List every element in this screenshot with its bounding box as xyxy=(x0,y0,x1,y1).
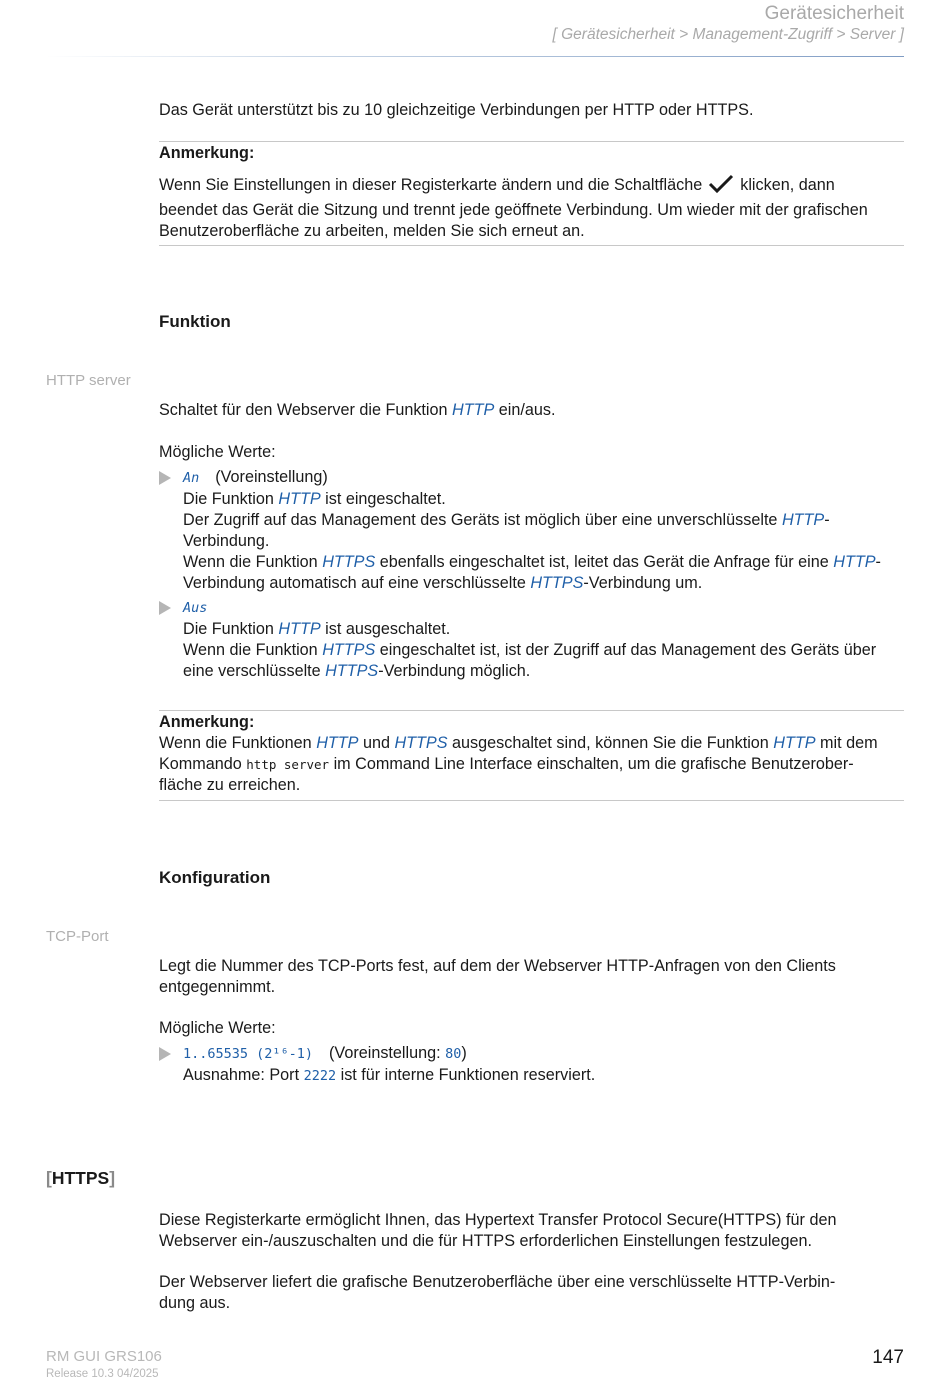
intro-paragraph: Das Gerät unterstützt bis zu 10 gleichzeitige Verbindungen per HTTP oder HTTPS. xyxy=(159,101,754,119)
bullet-icon xyxy=(159,1047,171,1061)
chapter-title: Gerätesicherheit xyxy=(764,3,904,24)
value-code: An xyxy=(183,470,200,486)
command-code: http server xyxy=(246,757,330,772)
note-top-rule xyxy=(159,141,904,142)
note-line-3: Benutzeroberfläche zu arbeiten, melden Sie sich erneut an. xyxy=(159,222,585,240)
section-heading-konfiguration: Konfiguration xyxy=(159,868,271,887)
value-code: 1..65535 (2¹⁶-1) xyxy=(183,1046,314,1062)
section-heading-https: [HTTPS] xyxy=(46,1168,116,1188)
value-code: Aus xyxy=(183,600,208,616)
note-bottom-rule xyxy=(159,245,904,246)
note-box xyxy=(159,143,904,242)
note-line-1 xyxy=(159,174,904,200)
breadcrumb: [ Gerätesicherheit > Management-Zugriff > Server ] xyxy=(552,26,904,43)
note-box: Anmerkung: Wenn die Funktionen HTTP und HTTPS ausgeschaltet sind, können Sie die Funktion HTTP mit dem Kommando http server im Command Line Interface einschalten, um die grafische Benutzerober- fläche zu erreichen. xyxy=(159,712,904,796)
param-description: Schaltet für den Webserver die Funktion HTTP ein/aus. xyxy=(159,401,556,419)
note-bottom-rule xyxy=(159,800,904,801)
value-item-range: 1..65535 (2¹⁶-1) (Voreinstellung: 80) Ausnahme: Port 2222 ist für interne Funktionen reserviert. xyxy=(183,1044,596,1084)
possible-values-label: Mögliche Werte: xyxy=(159,1019,276,1037)
param-label-tcp-port: TCP-Port xyxy=(46,928,109,945)
header-divider xyxy=(46,56,904,57)
section-heading-funktion: Funktion xyxy=(159,312,231,331)
note-text: Wenn Sie Einstellungen in dieser Registerkarte ändern und die Schaltfläche xyxy=(159,176,703,194)
checkmark-icon xyxy=(708,174,734,200)
note-line-2: beendet das Gerät die Sitzung und trennt jede geöffnete Verbindung. Um wieder mit der grafischen xyxy=(159,201,868,219)
https-paragraph-1: Diese Registerkarte ermöglicht Ihnen, das Hypertext Transfer Protocol Secure(HTTPS) für den Webserver ein-/auszuschalten und die für HTTPS erforderlichen Einstellungen festzulegen. xyxy=(159,1211,837,1250)
param-description: Legt die Nummer des TCP-Ports fest, auf dem der Webserver HTTP-Anfragen von den Clients entgegennimmt. xyxy=(159,957,836,996)
param-label-http-server: HTTP server xyxy=(46,372,131,389)
value-item-on: An (Voreinstellung) Die Funktion HTTP ist eingeschaltet. Der Zugriff auf das Management des Geräts ist möglich über eine unverschlüsselte HTTP- Verbindung. Wenn die Funktion HTTPS ebenfalls eingeschaltet ist, leitet das Gerät die Anfrage für eine HTTP- Verbindung automatisch auf eine verschlüsselte HTTPS-Verbindung um. xyxy=(183,468,881,592)
note-title: Anmerkung: xyxy=(159,713,255,731)
note-title: Anmerkung: xyxy=(159,144,255,162)
bullet-icon xyxy=(159,471,171,485)
note-top-rule xyxy=(159,710,904,711)
page-number: 147 xyxy=(872,1347,904,1368)
footer-document-name: RM GUI GRS106 xyxy=(46,1348,162,1365)
note-text: klicken, dann xyxy=(740,176,835,194)
possible-values-label: Mögliche Werte: xyxy=(159,443,276,461)
https-paragraph-2: Der Webserver liefert die grafische Benutzeroberfläche über eine verschlüsselte HTTP-Verbin- dung aus. xyxy=(159,1273,836,1312)
footer-release: Release 10.3 04/2025 xyxy=(46,1368,159,1380)
bullet-icon xyxy=(159,601,171,615)
value-item-off: Aus Die Funktion HTTP ist ausgeschaltet. Wenn die Funktion HTTPS eingeschaltet ist, ist der Zugriff auf das Management des Geräts über eine verschlüsselte HTTPS-Verbindung möglich. xyxy=(183,600,877,680)
